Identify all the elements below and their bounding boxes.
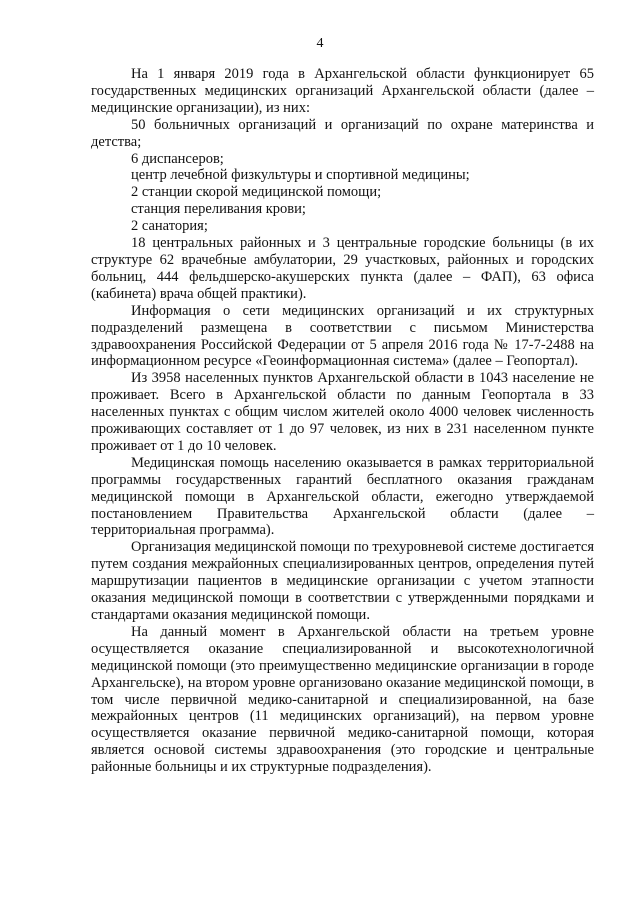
list-item-sanatoriums: 2 санатория; (131, 218, 208, 235)
list-item-ambulance-stations: 2 станции скорой медицинской помощи; (131, 184, 382, 201)
paragraph-care-levels: На данный момент в Архангельской области на третьем уровне осуществляется оказание специализированной и высокотехнологичной медицинской помощи (это преимущественно медицинские организации в городе Архангельске), на втором уровне организовано оказание медицинской помощи, в том числе первичной медико-санитарной и специализированной, на базе межрайонных центров (11 медицинских организаций), на первом уровне осуществляется оказание первичной медико-санитарной помощи, которая является основой системы здравоохранения (это городские и центральные районные больницы и их структурные подразделения). (91, 623, 594, 776)
paragraph-settlements: Из 3958 населенных пунктов Архангельской области в 1043 население не проживает. Всего в Архангельской области по данным Геопортала в 33 населенных пунктах с общим числом жителей около 4000 человек численность проживающих составляет от 1 до 97 человек, из них в 231 населенном пункте проживает от 1 до 10 человек. (91, 370, 594, 454)
paragraph-three-level-system: Организация медицинской помощи по трехуровневой системе достигается путем создания межрайонных специализированных центров, определения путей маршрутизации пациентов в медицинские организации с учетом этапности оказания медицинской помощи в соответствии с утвержденными порядками и стандартами оказания медицинской помощи. (91, 539, 594, 623)
list-item-blood-station: станция переливания крови; (131, 201, 306, 218)
list-item-sports-medicine-center: центр лечебной физкультуры и спортивной медицины; (131, 167, 470, 184)
body-text (91, 66, 594, 776)
list-item-dispensaries: 6 диспансеров; (131, 150, 224, 167)
paragraph-intro: На 1 января 2019 года в Архангельской области функционирует 65 государственных медицинских организаций Архангельской области (далее – медицинские организации), из них: (91, 66, 594, 116)
page-number: 4 (316, 36, 324, 51)
paragraph-territorial-program: Медицинская помощь населению оказывается в рамках территориальной программы государственных гарантий бесплатного оказания гражданам медицинской помощи в Архангельской области, ежегодно утверждаемой постановлением Правительства Архангельской области (далее – территориальная программа). (91, 454, 594, 539)
paragraph-district-hospitals: 18 центральных районных и 3 центральные городские больницы (в их структуре 62 врачебные амбулатории, 29 участковых, районных и городских больниц, 444 фельдшерско-акушерских пункта (далее – ФАП), 63 офиса (кабинета) врача общей практики). (91, 235, 594, 302)
paragraph-geoportal-info: Информация о сети медицинских организаций и их структурных подразделений размещена в соответствии с письмом Министерства здравоохранения Российской Федерации от 5 апреля 2016 года № 17-7-2488 на информационном ресурсе «Геоинформационная система» (далее – Геопортал). (91, 302, 594, 370)
list-item-hospitals: 50 больничных организаций и организаций по охране материнства и детства; (91, 116, 594, 150)
